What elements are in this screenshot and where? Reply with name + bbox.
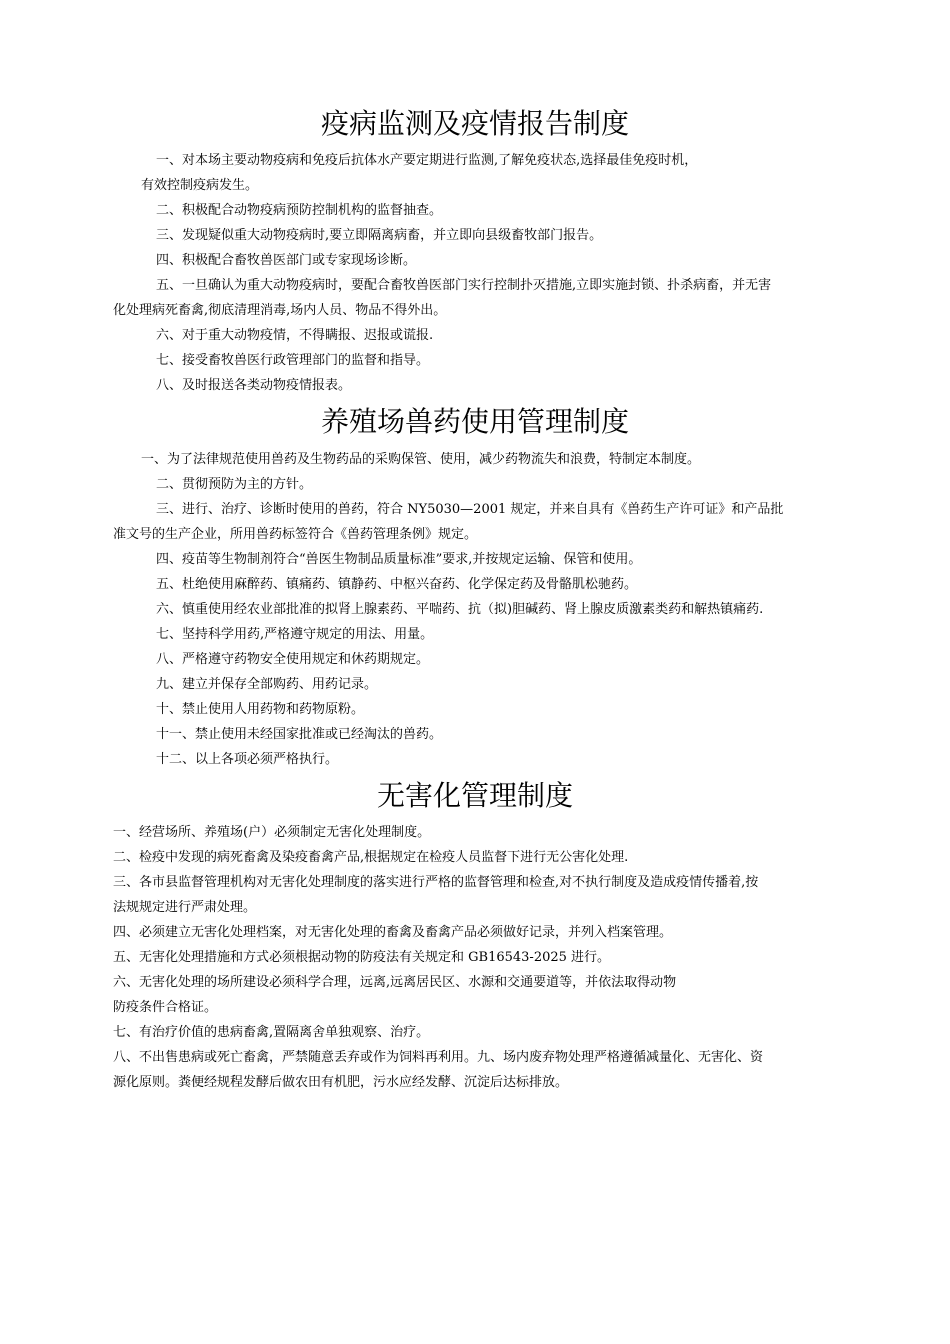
paragraph-line: 十二、以上各项必须严格执行。: [156, 752, 339, 767]
paragraph-line: 源化原则。粪便经规程发酵后做农田有机肥，污水应经发酵、沉淀后达标排放。: [113, 1075, 569, 1090]
paragraph-line: 十、禁止使用人用药物和药物原粉。: [156, 702, 365, 717]
paragraph-line: 七、有治疗价值的患病畜禽,置隔离舍单独观察、治疗。: [113, 1025, 430, 1040]
paragraph-line: 七、坚持科学用药,严格遵守规定的用法、用量。: [156, 627, 434, 642]
paragraph-line: 三、进行、治疗、诊断时使用的兽药，符合 NY5030—2001 规定，并来自具有《兽药生产许可证》和产品批: [156, 502, 784, 517]
section-title-epidemic-monitoring: 疫病监测及疫情报告制度: [320, 107, 629, 140]
paragraph-line: 五、无害化处理措施和方式必须根据动物的防疫法有关规定和 GB16543-2025 进行。: [113, 950, 611, 965]
section-title-harmless-treatment: 无害化管理制度: [376, 779, 573, 812]
paragraph-line: 法规规定进行严肃处理。: [113, 900, 257, 915]
paragraph-line: 三、发现疑似重大动物疫病时,要立即隔离病畜，并立即向县级畜牧部门报告。: [156, 228, 603, 243]
paragraph-line: 九、建立并保存全部购药、用药记录。: [156, 677, 378, 692]
paragraph-line: 十一、禁止使用未经国家批准或已经淘汰的兽药。: [156, 727, 443, 742]
paragraph-line: 八、严格遵守药物安全使用规定和休药期规定。: [156, 652, 430, 667]
paragraph-line: 四、积极配合畜牧兽医部门或专家现场诊断。: [156, 253, 417, 268]
section-title-vet-drug-management: 养殖场兽药使用管理制度: [320, 405, 629, 438]
paragraph-line: 一、对本场主要动物疫病和免疫后抗体水产要定期进行监测,了解免疫状态,选择最佳免疫时机，: [156, 153, 698, 168]
paragraph-line: 二、检疫中发现的病死畜禽及染疫畜禽产品,根据规定在检疫人员监督下进行无公害化处理.: [113, 850, 629, 865]
paragraph-line: 五、一旦确认为重大动物疫病时，要配合畜牧兽医部门实行控制扑灭措施,立即实施封锁、扑杀病畜，并无害: [156, 278, 772, 293]
paragraph-line: 六、慎重使用经农业部批准的拟肾上腺素药、平喘药、抗（拟)胆碱药、肾上腺皮质激素类药和解热镇痛药.: [156, 602, 764, 617]
paragraph-line: 二、积极配合动物疫病预防控制机构的监督抽查。: [156, 203, 443, 218]
paragraph-line: 六、对于重大动物疫情，不得瞒报、迟报或谎报.: [156, 328, 434, 343]
paragraph-line: 防疫条件合格证。: [113, 1000, 218, 1015]
paragraph-line: 四、疫苗等生物制剂符合“兽医生物制品质量标准”要求,并按规定运输、保管和使用。: [156, 552, 642, 567]
paragraph-line: 有效控制疫病发生。: [141, 178, 259, 193]
paragraph-line: 八、及时报送各类动物疫情报表。: [156, 378, 352, 393]
paragraph-line: 五、杜绝使用麻醉药、镇痛药、镇静药、中枢兴奋药、化学保定药及骨骼肌松驰药。: [156, 577, 638, 592]
paragraph-line: 八、不出售患病或死亡畜禽，严禁随意丢弃或作为饲料再利用。九、场内废弃物处理严格遵循减量化、无害化、资: [113, 1050, 764, 1065]
paragraph-line: 二、贯彻预防为主的方针。: [156, 477, 313, 492]
paragraph-line: 四、必须建立无害化处理档案，对无害化处理的畜禽及畜禽产品必须做好记录，并列入档案管理。: [113, 925, 673, 940]
paragraph-line: 一、为了法律规范使用兽药及生物药品的采购保管、使用，减少药物流失和浪费，特制定本制度。: [141, 452, 701, 467]
paragraph-line: 七、接受畜牧兽医行政管理部门的监督和指导。: [156, 353, 430, 368]
paragraph-line: 一、经营场所、养殖场(户）必须制定无害化处理制度。: [113, 825, 431, 840]
paragraph-line: 六、无害化处理的场所建设必须科学合理，远离,远离居民区、水源和交通要道等，并依法取得动物: [113, 975, 677, 990]
paragraph-line: 化处理病死畜禽,彻底清理消毒,场内人员、物品不得外出。: [113, 303, 447, 318]
paragraph-line: 准文号的生产企业，所用兽药标签符合《兽药管理条例》规定。: [113, 527, 478, 542]
paragraph-line: 三、各市县监督管理机构对无害化处理制度的落实进行严格的监督管理和检查,对不执行制度及造成疫情传播着,按: [113, 875, 759, 890]
